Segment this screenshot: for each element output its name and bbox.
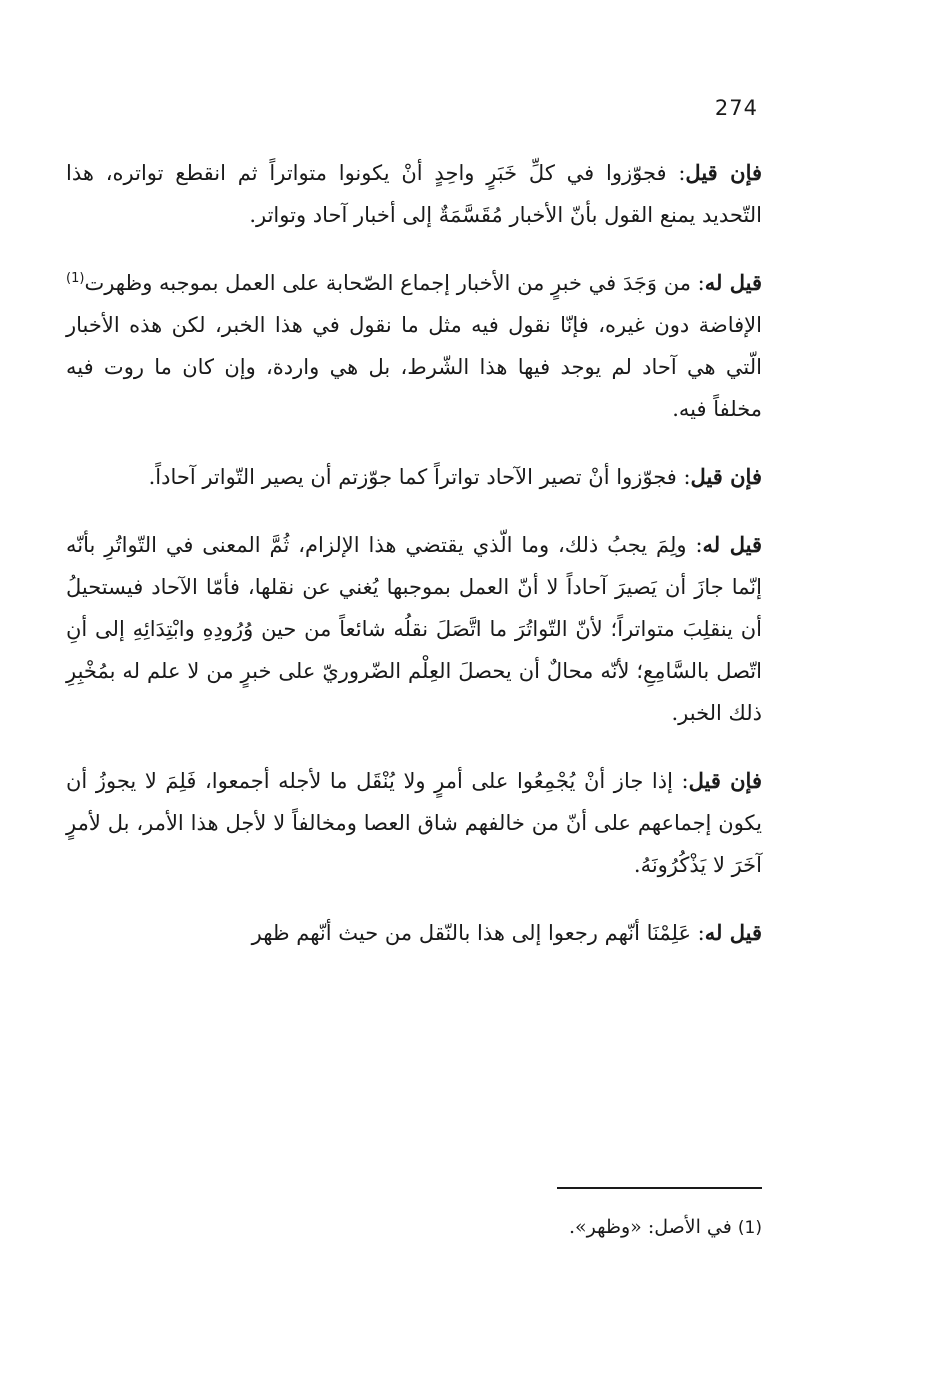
paragraph-text: : فجوّزوا في كلِّ خَبَرٍ واحِدٍ أنْ يكونوا متواتراً ثم انقطع تواتره، هذا التّحديد يمنع القول بأنّ الأخبار مُقَسَّمَةٌ إلى أخبار آحاد وتواتر. [66,161,762,227]
paragraph-text: : إذا جاز أنْ يُجْمِعُوا على أمرٍ ولا يُنْقَل ما لأجله أجمعوا، فَلِمَ لا يجوزُ أن يكون إجماعهم على أنّ من خالفهم شاق العصا ومخالفاً لا لأجل هذا الأمر، بل لأمرٍ آخَرَ لا يَذْكُرُونَهُ. [66,769,762,877]
paragraph-text: : من وَجَدَ في خبرٍ من الأخبار إجماع الصّحابة على العمل بموجبه وظهرت [84,271,705,295]
paragraph-lead: قيل له [704,920,762,945]
paragraph-lead: فإن قيل [690,464,762,489]
paragraph-reply-3 [66,912,762,954]
paragraph-objection-2 [66,456,762,498]
paragraph-text: : فجوّزوا أنْ تصير الآحاد تواتراً كما جوّزتم أن يصير التّواتر آحاداً. [148,465,691,489]
paragraph-objection-3 [66,760,762,886]
footnote-reference: (1) [66,271,85,286]
paragraph-lead: فإن قيل [688,768,762,793]
footnote-text: في الأصل: «وظهر». [568,1216,732,1238]
paragraph-text: : ولِمَ يجبُ ذلك، وما الّذي يقتضي هذا الإلزام، ثُمَّ المعنى في التّواتُرِ بأنّه إنّما جازَ أن يَصيرَ آحاداً لا أنّ العمل بموجبها يُغني عن نقلها، فأمّا الآحاد فيستحيلُ أن ينقلِبَ متواتراً؛ لأنّ التّواتُرَ ما اتَّصَلَ نقلُه شائعاً من حين وُرُودِهِ وابْتِدَائِهِ إلى أنِ اتّصل بالسَّامِعِ؛ لأنّه محالٌ أن يحصلَ العِلْم الضّروريّ على خبرٍ من لا علم له بمُخْبِرِ ذلك الخبر. [66,533,762,725]
paragraph-reply-2 [66,524,762,734]
footnote [66,1210,762,1245]
paragraph-reply-1 [66,262,762,430]
document-page [66,0,762,1393]
footnote-number: (1) [737,1218,762,1238]
paragraph-lead: قيل له [704,270,762,295]
paragraph-text: : عَلِمْنَا أنّهم رجعوا إلى هذا بالنّقل من حيث أنّهم ظهر [251,921,705,945]
paragraph-lead: قيل له [702,532,762,557]
footnote-separator [557,1187,762,1189]
page-number: 274 [714,96,758,120]
paragraph-text: الإفاضة دون غيره، فإنّا نقول فيه مثل ما نقول في هذا الخبر، لكن هذه الأخبار الّتي هي آحاد لم يوجد فيها هذا الشّرط، بل هي واردة، وإن كان ما روت فيه مخلفاً فيه. [66,313,762,421]
paragraph-lead: فإن قيل [685,160,762,185]
paragraph-objection-1 [66,152,762,236]
body-text [66,152,762,980]
